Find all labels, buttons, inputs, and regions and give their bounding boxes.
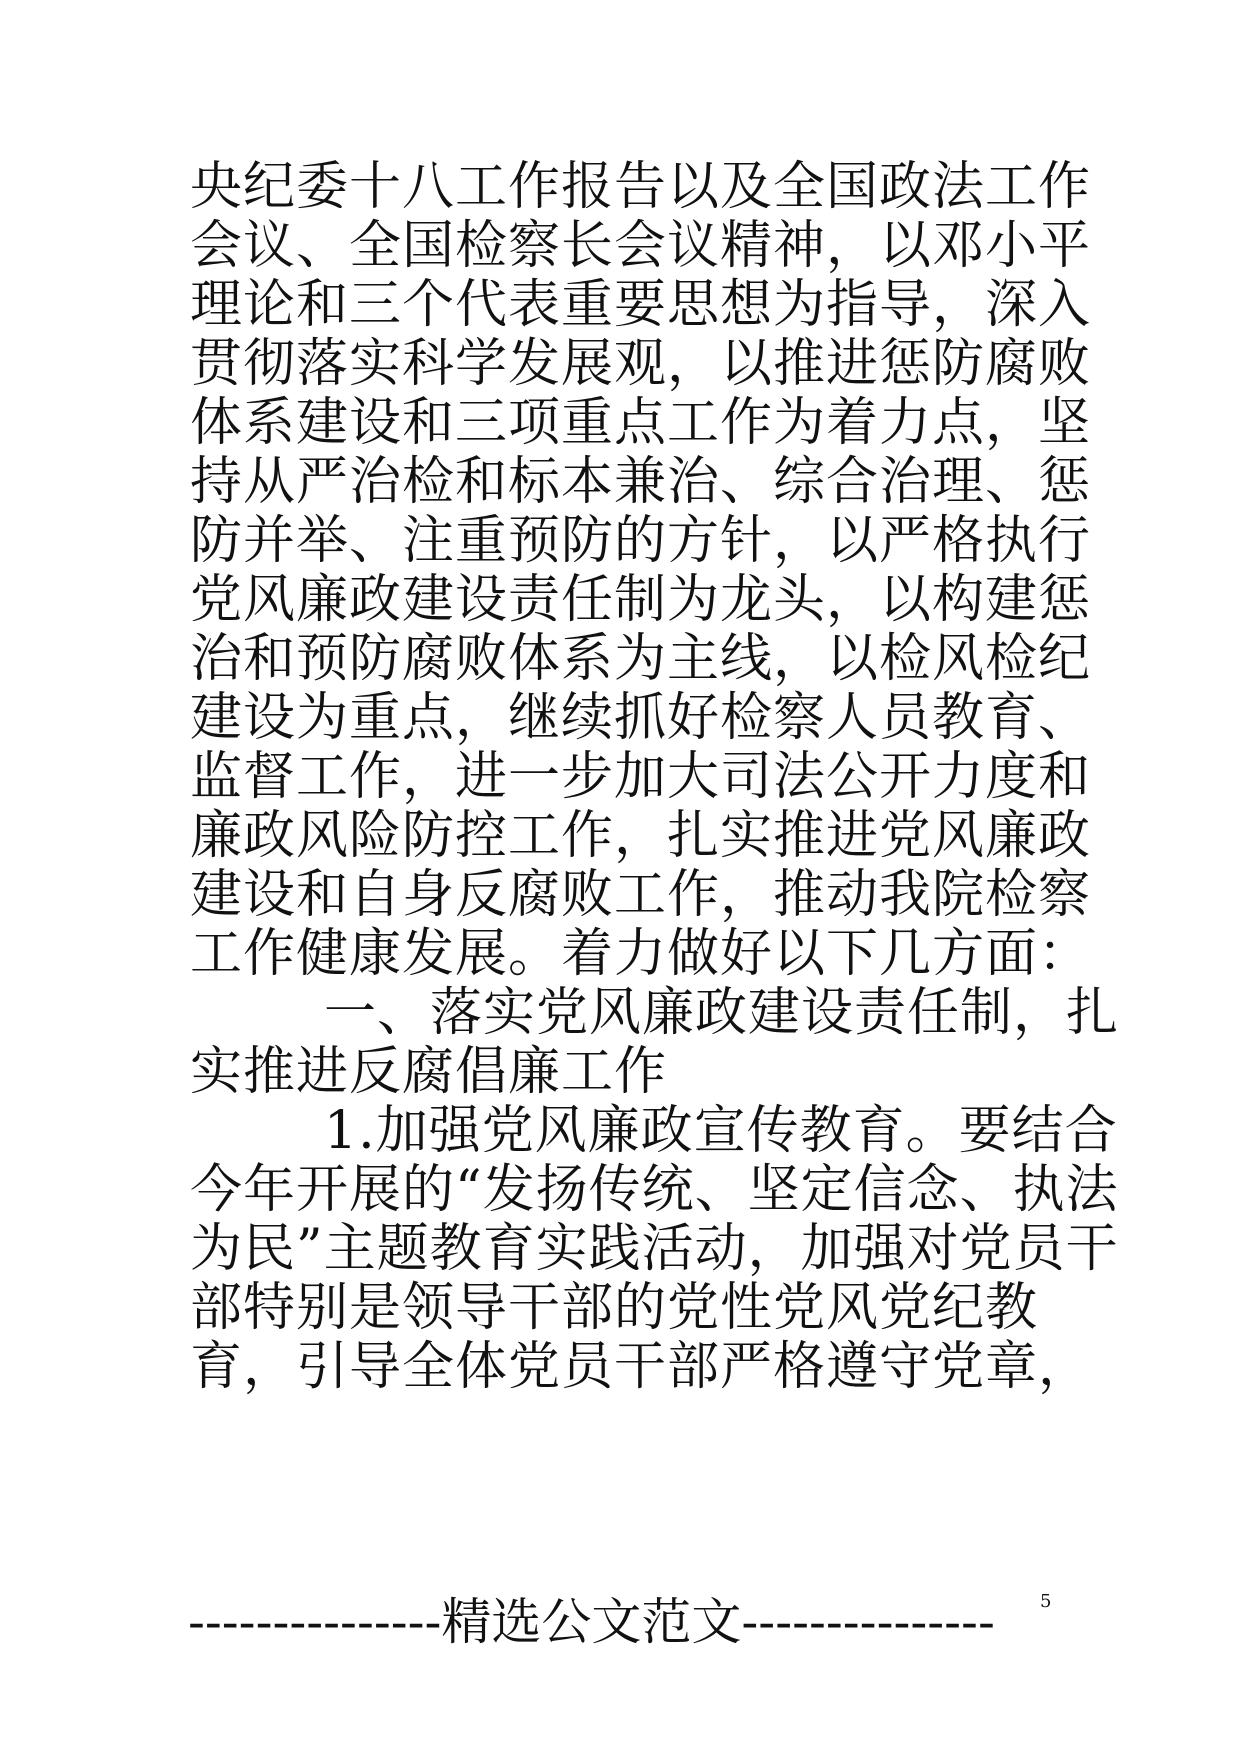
text-line: 监督工作，进一步加大司法公开力度和 bbox=[190, 747, 1092, 807]
text-line: 建设和自身反腐败工作，推动我院检察 bbox=[190, 865, 1092, 925]
text-line: 一、落实党风廉政建设责任制，扎 bbox=[324, 983, 1120, 1043]
text-line: 党风廉政建设责任制为龙头，以构建惩 bbox=[190, 570, 1092, 630]
text-line: 为民”主题教育实践活动，加强对党员干 bbox=[190, 1219, 1119, 1279]
text-line: 育，引导全体党员干部严格遵守党章， bbox=[190, 1337, 1092, 1397]
body-text bbox=[190, 157, 1120, 1397]
text-line: 贯彻落实科学发展观，以推进惩防腐败 bbox=[190, 334, 1092, 394]
text-line: 工作健康发展。着力做好以下几方面： bbox=[190, 924, 1092, 984]
page-number: 5 bbox=[1040, 1591, 1052, 1612]
text-line: 理论和三个代表重要思想为指导，深入 bbox=[190, 275, 1092, 335]
text-line: 建设为重点，继续抓好检察人员教育、 bbox=[190, 688, 1092, 748]
footer-text: ---------------精选公文范文--------------- bbox=[188, 1593, 995, 1651]
text-line: 部特别是领导干部的党性党风党纪教 bbox=[190, 1278, 1039, 1338]
text-line: 持从严治检和标本兼治、综合治理、惩 bbox=[190, 452, 1092, 512]
text-line: 治和预防腐败体系为主线，以检风检纪 bbox=[190, 629, 1092, 689]
text-line: 防并举、注重预防的方针，以严格执行 bbox=[190, 511, 1092, 571]
text-line: 实推进反腐倡廉工作 bbox=[190, 1042, 668, 1102]
text-line: 廉政风险防控工作，扎实推进党风廉政 bbox=[190, 806, 1092, 866]
text-line: 体系建设和三项重点工作为着力点，坚 bbox=[190, 393, 1092, 453]
text-line: 央纪委十八工作报告以及全国政法工作 bbox=[190, 157, 1092, 217]
text-line: 会议、全国检察长会议精神，以邓小平 bbox=[190, 216, 1092, 276]
text-line: 1.加强党风廉政宣传教育。要结合 bbox=[324, 1101, 1118, 1161]
text-line: 今年开展的“发扬传统、坚定信念、执法 bbox=[190, 1160, 1119, 1220]
